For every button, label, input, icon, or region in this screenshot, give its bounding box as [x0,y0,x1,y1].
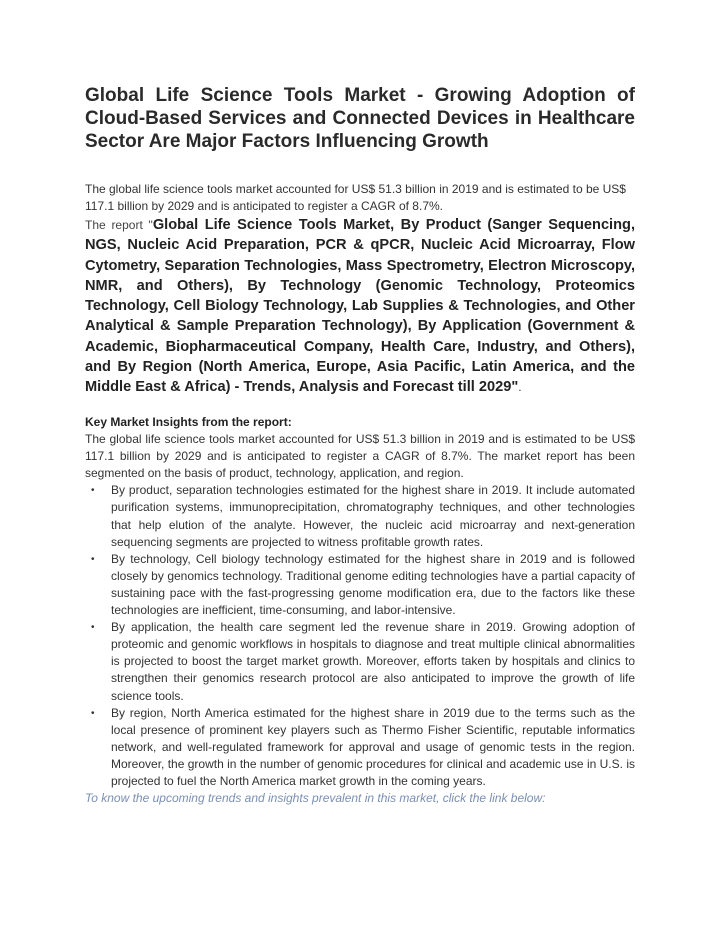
list-item [85,619,635,704]
list-item-text: By technology, Cell biology technology estimated for the highest share in 2019 and is followed closely by genomics technology. Traditional genome editing technologies have a partial capacity of sustaining pace with the fast-progressing genome modification era, due to the factors like these technologies are inefficient, time-consuming, and labor-intensive. [111,551,635,618]
list-item-text: By product, separation technologies estimated for the highest share in 2019. It include automated purification systems, immunoprecipitation, chromatography techniques, and other technologies that help elution of the analyte. However, the nucleic acid microarray and next-generation sequencing segments are projected to witness profitable growth rates. [111,483,635,549]
intro-paragraph: The global life science tools market accounted for US$ 51.3 billion in 2019 and is estimated to be US$ 117.1 billion by 2029 and is anticipated to register a CAGR of 8.7%. [85,182,626,213]
insights-list [85,482,635,790]
list-item-text: By region, North America estimated for the highest share in 2019 due to the terms such as the local presence of prominent key players such as Thermo Fisher Scientific, reputable informatics network, and well-regulated framework for approval and usage of genomic tests in the region. Moreover, the growth in the number of genomic procedures for clinical and academic use in U.S. is projected to fuel the North America market growth in the coming years. [111,705,635,788]
list-item-text: By application, the health care segment led the revenue share in 2019. Growing adoption of proteomic and genomic workflows in hospitals to diagnose and treat multiple clinical abnormalities is projected to boost the target market growth. Moreover, efforts taken by hospitals and clinics to strengthen their genomics research protocol are also anticipated to improve the growth of life science tools. [111,620,635,703]
report-prefix: The report " [85,218,153,232]
bullet-icon: • [91,707,95,719]
report-suffix: . [518,380,522,395]
bullet-icon: • [91,622,95,634]
page-title: Global Life Science Tools Market - Growing Adoption of Cloud-Based Services and Connected Devices in Healthcare Sector Are Major Factors Influencing Growth [85,85,635,152]
report-paragraph [85,215,635,398]
insights-paragraph: The global life science tools market accounted for US$ 51.3 billion in 2019 and is estimated to be US$ 117.1 billion by 2029 and is anticipated to register a CAGR of 8.7%. The market report has been segmented on the basis of product, technology, application, and region. [85,432,635,481]
list-item [85,551,635,619]
bullet-icon: • [91,553,95,565]
report-title: Global Life Science Tools Market, By Product (Sanger Sequencing, NGS, Nucleic Acid Preparation, PCR & qPCR, Nucleic Acid Microarray, Flow Cytometry, Separation Technologies, Mass Spectrometry, Electron Microscopy, NMR, and Others), By Technology (Genomic Technology, Proteomics Technology, Cell Biology Technology, Lab Supplies & Technologies, and Other Analytical & Sample Preparation Technology), By Application (Government & Academic, Biopharmaceutical Company, Health Care, Industry, and Others), and By Region (North America, Europe, Asia Pacific, Latin America, and the Middle East & Africa) - Trends, Analysis and Forecast till 2029" [85,217,635,396]
insights-heading: Key Market Insights from the report: [85,415,292,429]
key-insights-section [85,414,635,807]
list-item [85,705,635,790]
list-item [85,482,635,550]
cta-link-text[interactable]: To know the upcoming trends and insights prevalent in this market, click the link below: [85,791,546,806]
bullet-icon: • [91,485,95,497]
